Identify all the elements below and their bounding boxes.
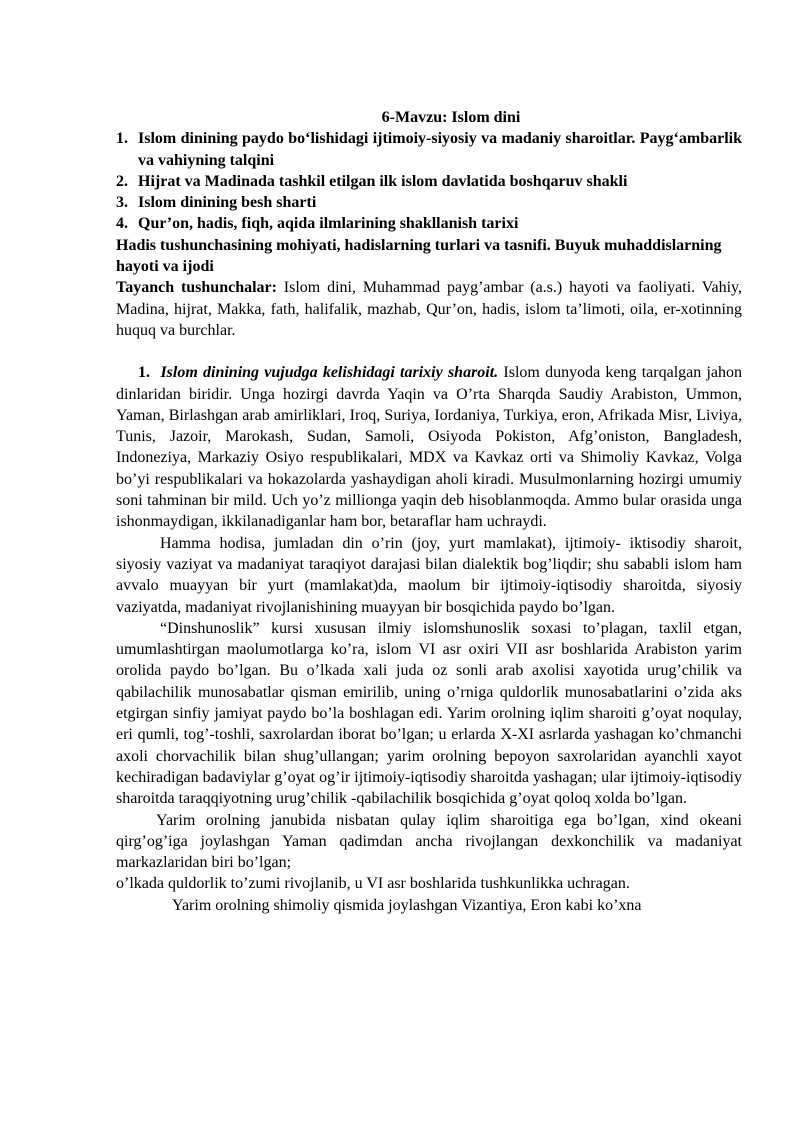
paragraph-3: “Dinshunoslik” kursi xususan ilmiy islomshunoslik soxasi to’plagan, taxlil etgan, umumlashtirgan maolumotlarga ko’ra, islom VI asr oxiri VII asr boshlarida Arabiston yarim orolida paydo bo’lgan. Bu o’lkada xali juda oz sonli arab axolisi xayotida urug’chilik va qabilachilik munosabatlar qisman emirilib, uning o’rniga quldorlik munosabatlarini o’zida aks etgirgan sinfiy jamiyat paydo bo’la boshlagan edi. Yarim orolning iqlim sharoiti g’oyat noqulay, eri qumli, tog’-toshli, saxrolardan iborat bo’lgan; u erlarda X-XI asrlarda yashagan ko’chmanchi axoli chorvachilik bilan shug’ullangan; yarim orolning bepoyon saxrolaridan ayanchli xayot kechiradigan badaviylar g’oyat og’ir ijtimoiy-iqtisodiy sharoitda yashagan; ular ijtimoiy-iqtisodiy sharoitda taraqqiyotning urug’chilik -qabilachilik bosqichida g’oyat qoloq xolda bo’lgan.: [116, 619, 742, 808]
key-concepts-label: Tayanch tushunchalar:: [116, 279, 277, 297]
topic-text: Islom dinining paydo bo‘lishidagi ijtimoiy-siyosiy va madaniy sharoitlar. Payg‘ambarlik va vahiyning talqini: [138, 130, 742, 169]
section-1-paragraph: [116, 362, 742, 532]
topic-number: 4.: [116, 215, 128, 233]
hadis-heading: Hadis tushunchasining mohiyati, hadislarning turlari va tasnifi. Buyuk muhaddislarning hayoti va ijodi: [116, 236, 722, 276]
topic-item: [116, 171, 742, 192]
section-1-text: Islom dunyoda keng tarqalgan jahon dinlaridan biridir. Unga hozirgi davrda Yaqin va O’rta Sharqda Saudiy Arabiston, Ummon, Yaman, Birlashgan arab amirliklari, Iroq, Suriya, Iordaniya, Turkiya, eron, Afrikada Misr, Liviya, Tunis, Jazoir, Marokash, Sudan, Samoli, Osiyoda Pokiston, Afg’oniston, Bangladesh, Indoneziya, Markaziy Osiyo respublikalari, MDX va Kavkaz orti va Shimoliy Kavkaz, Volga bo’yi respublikalari va hokazolarda yashaydigan aholi kiradi. Musulmonlarning hozirgi umumiy soni tahminan bir mild. Uch yo’z millionga yaqin deb hisoblanmoqda. Ammo bular orasida unga ishonmaydigan, ikkilanadiganlar ham bor, betaraflar ham uchraydi.: [116, 364, 743, 531]
key-concepts: [116, 277, 742, 341]
paragraph-5: o’lkada quldorlik to’zumi rivojlanib, u VI asr boshlarida tushkunlikka uchragan.: [116, 875, 630, 893]
document-page: [116, 107, 742, 916]
topic-text: Islom dinining besh sharti: [138, 194, 317, 212]
topic-item: [116, 128, 742, 171]
topic-item: [116, 213, 742, 234]
section-1-number: 1.: [138, 364, 150, 382]
document-title: 6-Mavzu: Islom dini: [381, 109, 521, 126]
paragraph-2: Hamma hodisa, jumladan din o’rin (joy, yurt mamlakat), ijtimoiy- iktisodiy sharoit, siyosiy vaziyat va madaniyat taraqiyot darajasi bilan dialektik bog’liqdir; shu sababli islom ham avvalo muayyan bir yurt (mamlakat)da, maolum bir ijtimoiy-iqtisodiy sharoitda, siyosiy vaziyatda, madaniyat rivojlanishining muayyan bir bosqichida paydo bo’lgan.: [116, 534, 742, 616]
topic-text: Hijrat va Madinada tashkil etilgan ilk islom davlatida boshqaruv shakli: [138, 172, 628, 190]
paragraph-6: Yarim orolning shimoliy qismida joylashgan Vizantiya, Eron kabi ko’xna: [172, 896, 642, 914]
topic-number: 2.: [116, 172, 128, 190]
topic-item: [116, 192, 742, 213]
topic-number: 1.: [116, 130, 128, 148]
key-concepts-text: Islom dini, Muhammad payg’ambar (a.s.) hayoti va faoliyati. Vahiy, Madina, hijrat, Makka, fath, halifalik, mazhab, Qur’on, hadis, islom ta’limoti, oila, er-xotinning huquq va burchlar.: [116, 279, 743, 339]
paragraph-4: Yarim orolning janubida nisbatan qulay iqlim sharoitiga ega bo’lgan, xind okeani qirg’og’iga joylashgan Yaman qadimdan ancha rivojlangan dexkonchilik va madaniyat markazlaridan biri bo’lgan;: [116, 811, 742, 872]
topic-text: Qur’on, hadis, fiqh, aqida ilmlarining shakllanish tarixi: [138, 215, 519, 233]
topic-list: [116, 128, 742, 234]
section-1-heading: Islom dinining vujudga kelishidagi tarixiy sharoit.: [160, 364, 499, 382]
topic-number: 3.: [116, 194, 128, 212]
spacer: [116, 341, 742, 362]
